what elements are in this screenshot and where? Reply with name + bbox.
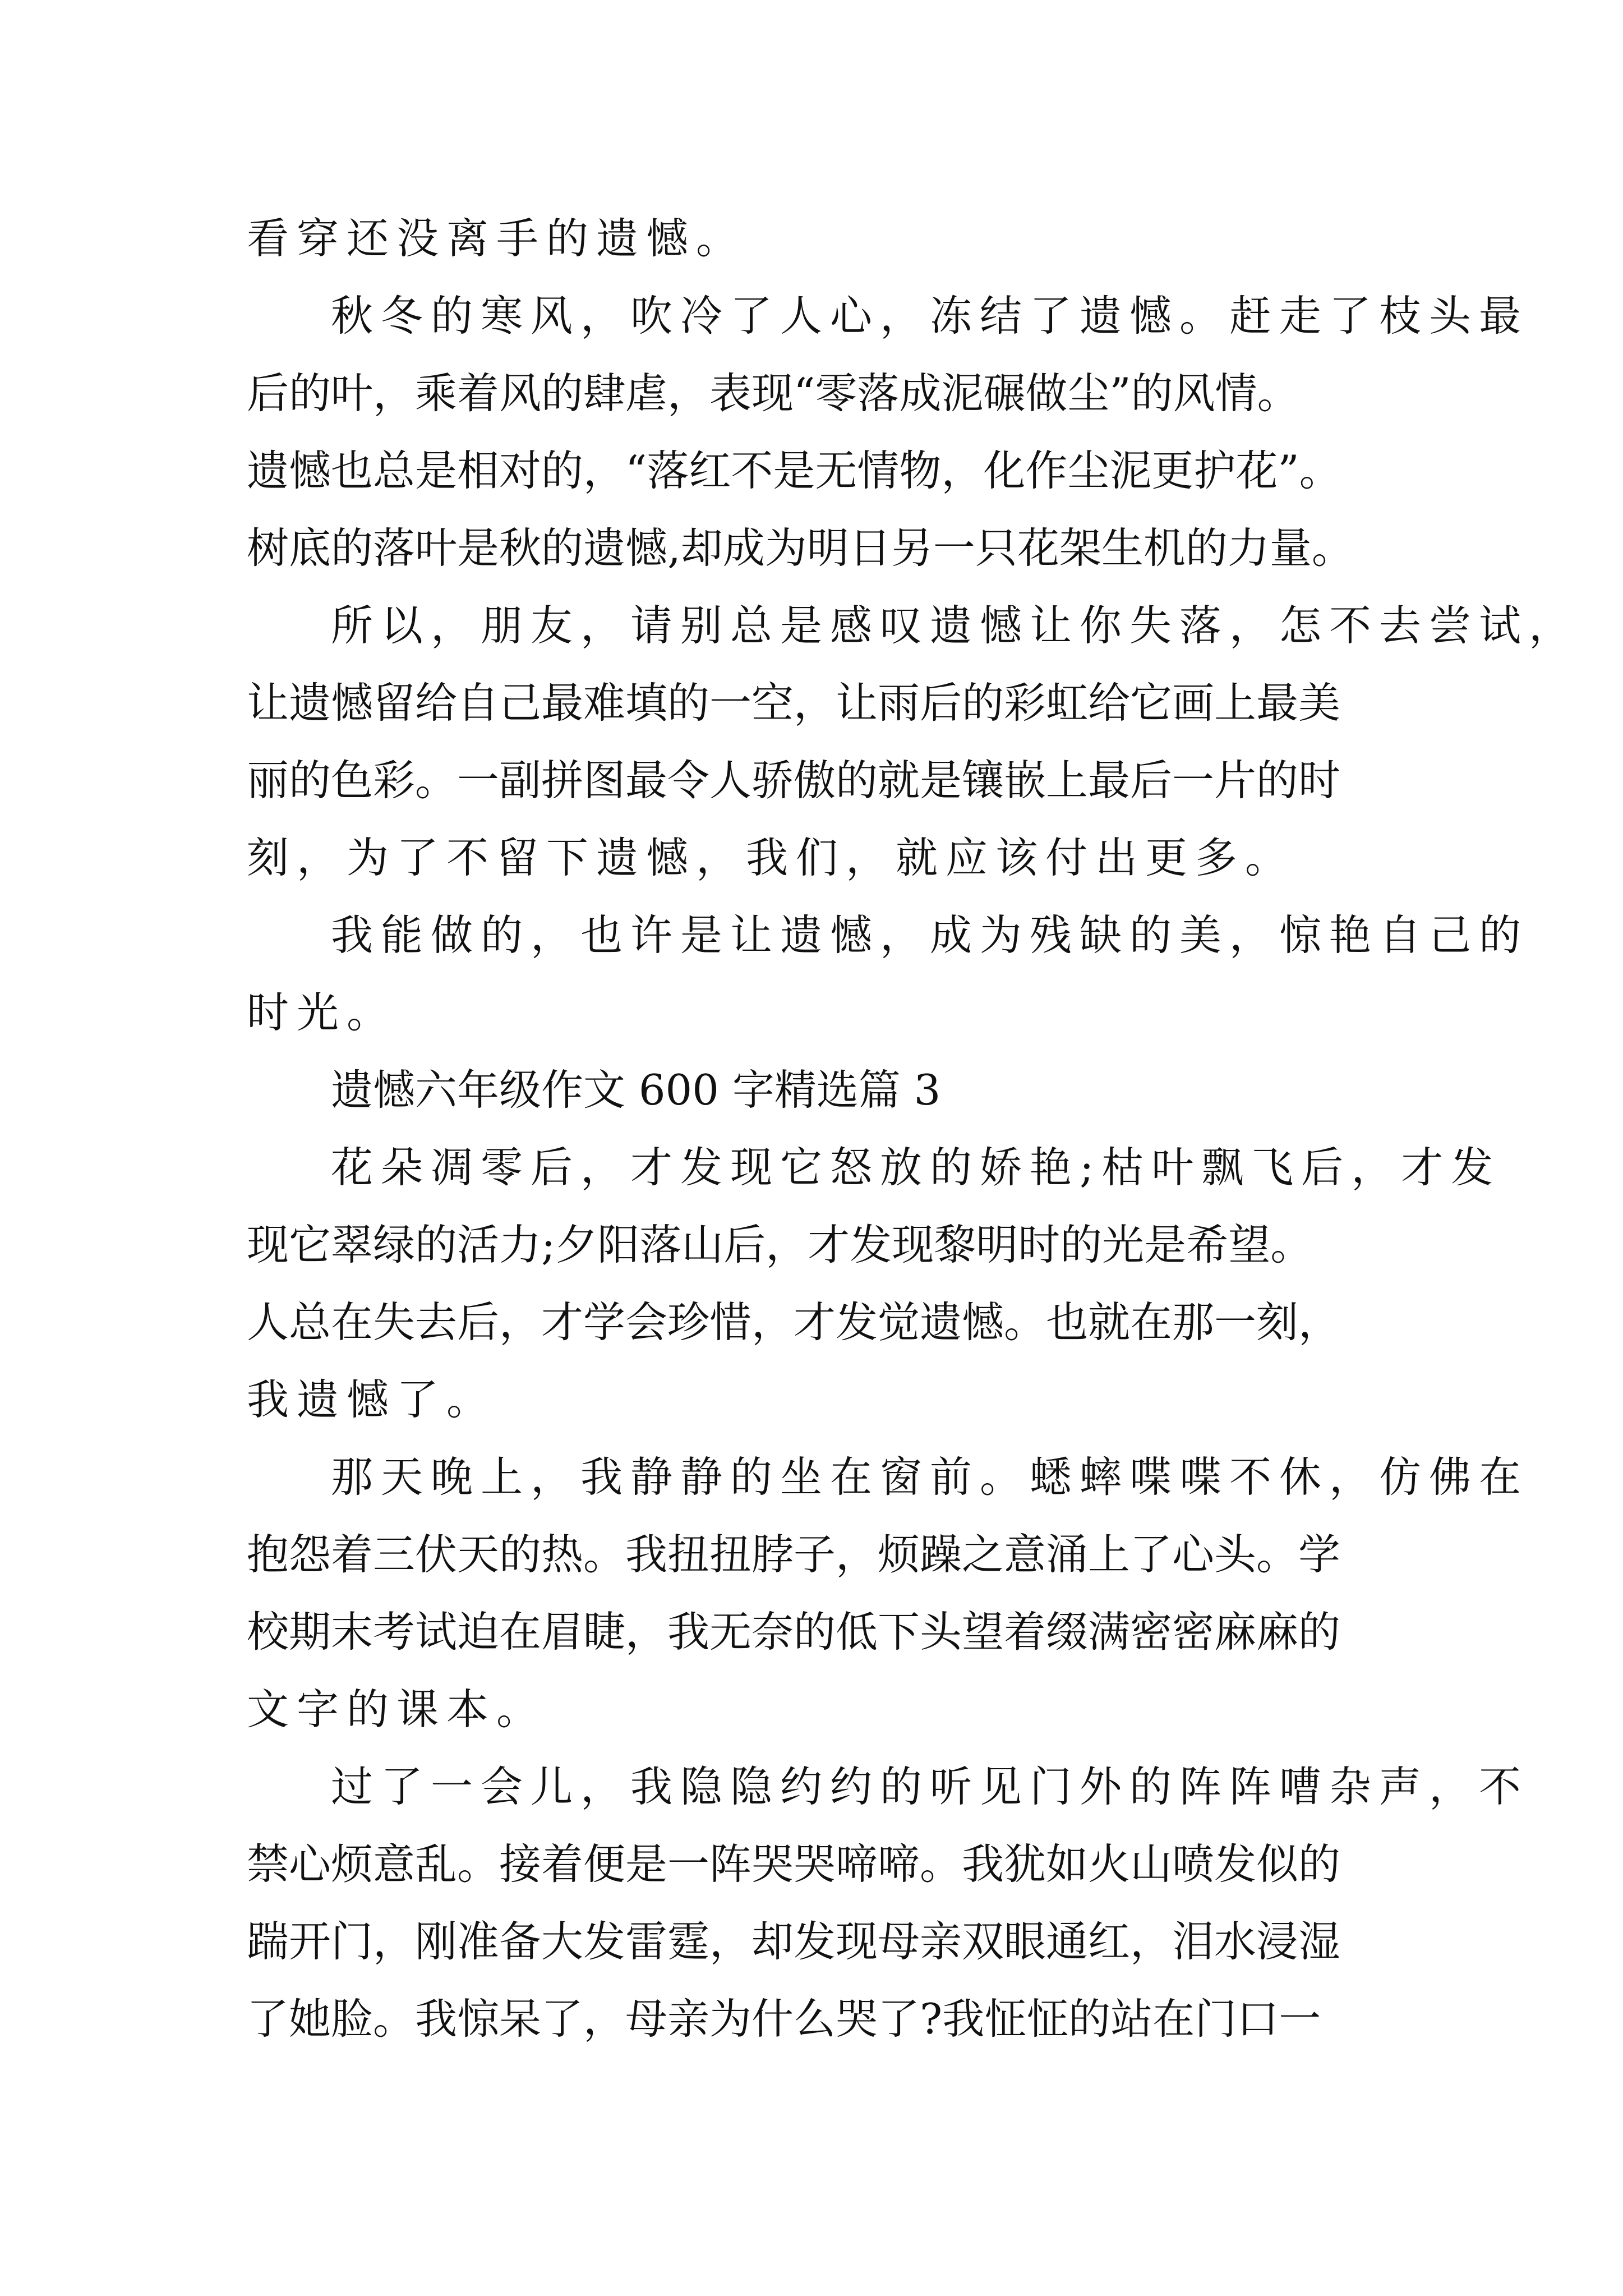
- paragraph-start-line: 我能做的，也许是让遗憾，成为残缺的美，惊艳自己的: [331, 910, 1529, 960]
- text-line: 校期末考试迫在眉睫，我无奈的低下头望着缀满密密麻麻的: [247, 1607, 1341, 1657]
- article-body: [247, 200, 1579, 2058]
- text-line: 时光。: [247, 988, 397, 1037]
- text-line: 文字的课本。: [247, 1685, 547, 1734]
- text-line: 禁心烦意乱。接着便是一阵哭哭啼啼。我犹如火山喷发似的: [247, 1839, 1341, 1889]
- paragraph-start-line: 秋冬的寒风，吹冷了人心，冻结了遗憾。赶走了枝头最: [331, 291, 1529, 341]
- text-line: 后的叶，乘着风的肆虐，表现“零落成泥碾做尘”的风情。: [247, 369, 1299, 418]
- text-line: 看穿还没离手的遗憾。: [247, 214, 746, 263]
- text-line: 遗憾也总是相对的，“落红不是无情物，化作尘泥更护花”。: [247, 446, 1341, 495]
- paragraph-start-line: 过了一会儿，我隐隐约约的听见门外的阵阵嘈杂声，不: [331, 1762, 1529, 1811]
- paragraph-start-line: 那天晚上，我静静的坐在窗前。蟋蟀喋喋不休，仿佛在: [331, 1452, 1529, 1502]
- text-line: 人总在失去后，才学会珍惜，才发觉遗憾。也就在那一刻，: [247, 1297, 1341, 1347]
- text-line: 让遗憾留给自己最难填的一空，让雨后的彩虹给它画上最美: [247, 678, 1341, 728]
- text-line: 我遗憾了。: [247, 1375, 497, 1424]
- paragraph-start-line: 花朵凋零后，才发现它怒放的娇艳;枯叶飘飞后，才发: [331, 1143, 1501, 1192]
- text-line: 丽的色彩。一副拼图最令人骄傲的就是镶嵌上最后一片的时: [247, 756, 1341, 805]
- section-heading: 遗憾六年级作文 600 字精选篇 3: [331, 1065, 941, 1115]
- text-line: 踹开门，刚准备大发雷霆，却发现母亲双眼通红，泪水浸湿: [247, 1917, 1341, 1966]
- text-line: 了她脸。我惊呆了，母亲为什么哭了?我怔怔的站在门口一: [247, 1994, 1321, 2044]
- text-line: 抱怨着三伏天的热。我扭扭脖子，烦躁之意涌上了心头。学: [247, 1530, 1341, 1579]
- paragraph-start-line: 所以，朋友，请别总是感叹遗憾让你失落，怎不去尝试，: [331, 601, 1579, 650]
- text-line: 树底的落叶是秋的遗憾,却成为明日另一只花架生机的力量。: [247, 523, 1354, 573]
- text-line: 刻，为了不留下遗憾，我们，就应该付出更多。: [247, 833, 1295, 882]
- text-line: 现它翠绿的活力;夕阳落山后，才发现黎明时的光是希望。: [247, 1220, 1313, 1269]
